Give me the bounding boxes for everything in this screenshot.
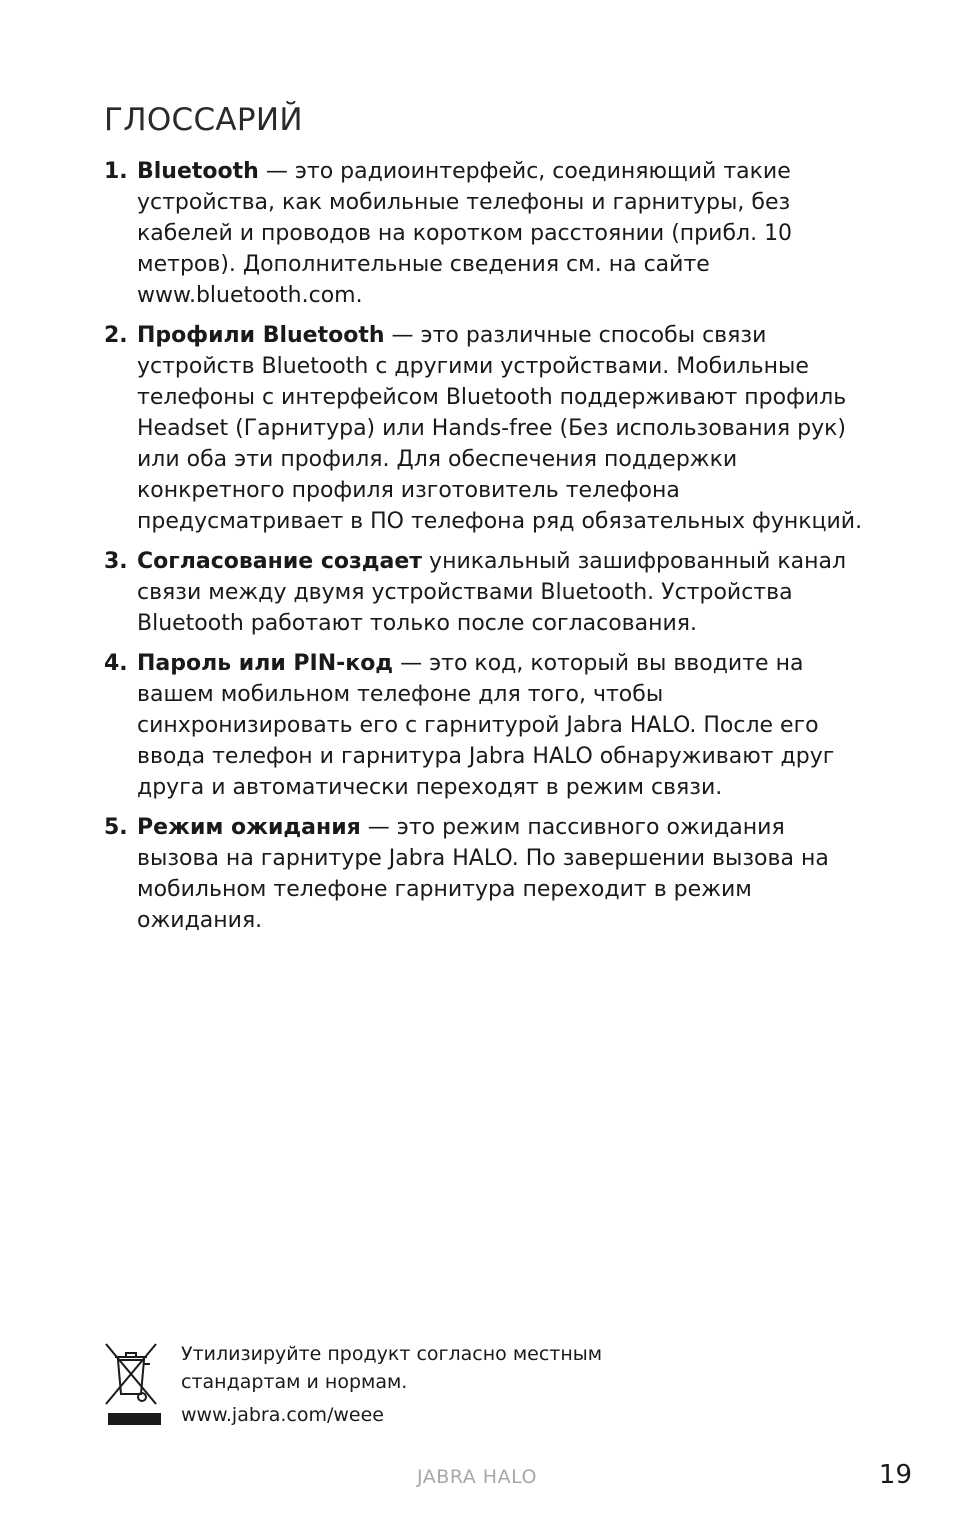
entry-definition: — это различные способы связи устройств Bluetooth с другими устройствами. Мобильные телефоны с интерфейсом Bluetooth поддерживают профиль Headset (Гарнитура) или Hands-free (Без использования рук) или оба эти профиля. Для обеспечения поддержки конкретного профиля изготовитель телефона предусматривает в ПО телефона ряд обязательных функций. bbox=[137, 323, 863, 534]
recycling-notice bbox=[104, 1340, 704, 1440]
glossary-entry bbox=[104, 320, 864, 537]
weee-link[interactable]: www.jabra.com/weee bbox=[181, 1404, 384, 1426]
glossary-entry bbox=[104, 812, 864, 936]
entry-number: 5. bbox=[104, 815, 128, 840]
glossary-entry bbox=[104, 546, 864, 639]
entry-term: Согласование создает bbox=[137, 549, 423, 574]
entry-term: Режим ожидания bbox=[137, 815, 361, 840]
footer-brand: JABRA HALO bbox=[417, 1466, 537, 1488]
crossed-out-wheelie-bin-icon bbox=[104, 1342, 158, 1406]
page-number: 19 bbox=[878, 1460, 912, 1490]
weee-bar bbox=[108, 1413, 161, 1425]
glossary-entry bbox=[104, 648, 864, 803]
entry-definition: — это режим пассивного ожидания вызова на гарнитуре Jabra HALO. По завершении вызова на мобильном телефоне гарнитура переходит в режим ожидания. bbox=[137, 815, 829, 933]
entry-term: Bluetooth bbox=[137, 159, 259, 184]
entry-number: 1. bbox=[104, 159, 128, 184]
entry-number: 2. bbox=[104, 323, 128, 348]
entry-term: Профили Bluetooth bbox=[137, 323, 385, 348]
glossary-entry bbox=[104, 156, 864, 311]
page-title: ГЛОССАРИЙ bbox=[104, 102, 303, 138]
entry-definition: уникальный зашифрованный канал связи между двумя устройствами Bluetooth. Устройства Bluetooth работают только после согласования. bbox=[137, 549, 847, 636]
entry-number: 4. bbox=[104, 651, 128, 676]
entry-term: Пароль или PIN-код bbox=[137, 651, 394, 676]
entry-number: 3. bbox=[104, 549, 128, 574]
glossary-list bbox=[104, 156, 864, 945]
entry-definition: — это код, который вы вводите на вашем мобильном телефоне для того, чтобы синхронизировать его с гарнитурой Jabra HALO. После его ввода телефон и гарнитура Jabra HALO обнаруживают друг друга и автоматически переходят в режим связи. bbox=[137, 651, 835, 800]
recycling-text: Утилизируйте продукт согласно местным стандартам и нормам. bbox=[181, 1343, 603, 1393]
entry-definition: — это радиоинтерфейс, соединяющий такие устройства, как мобильные телефоны и гарнитуры, без кабелей и проводов на коротком расстоянии (прибл. 10 метров). Дополнительные сведения см. на сайте www.bluetooth.com. bbox=[137, 159, 793, 308]
